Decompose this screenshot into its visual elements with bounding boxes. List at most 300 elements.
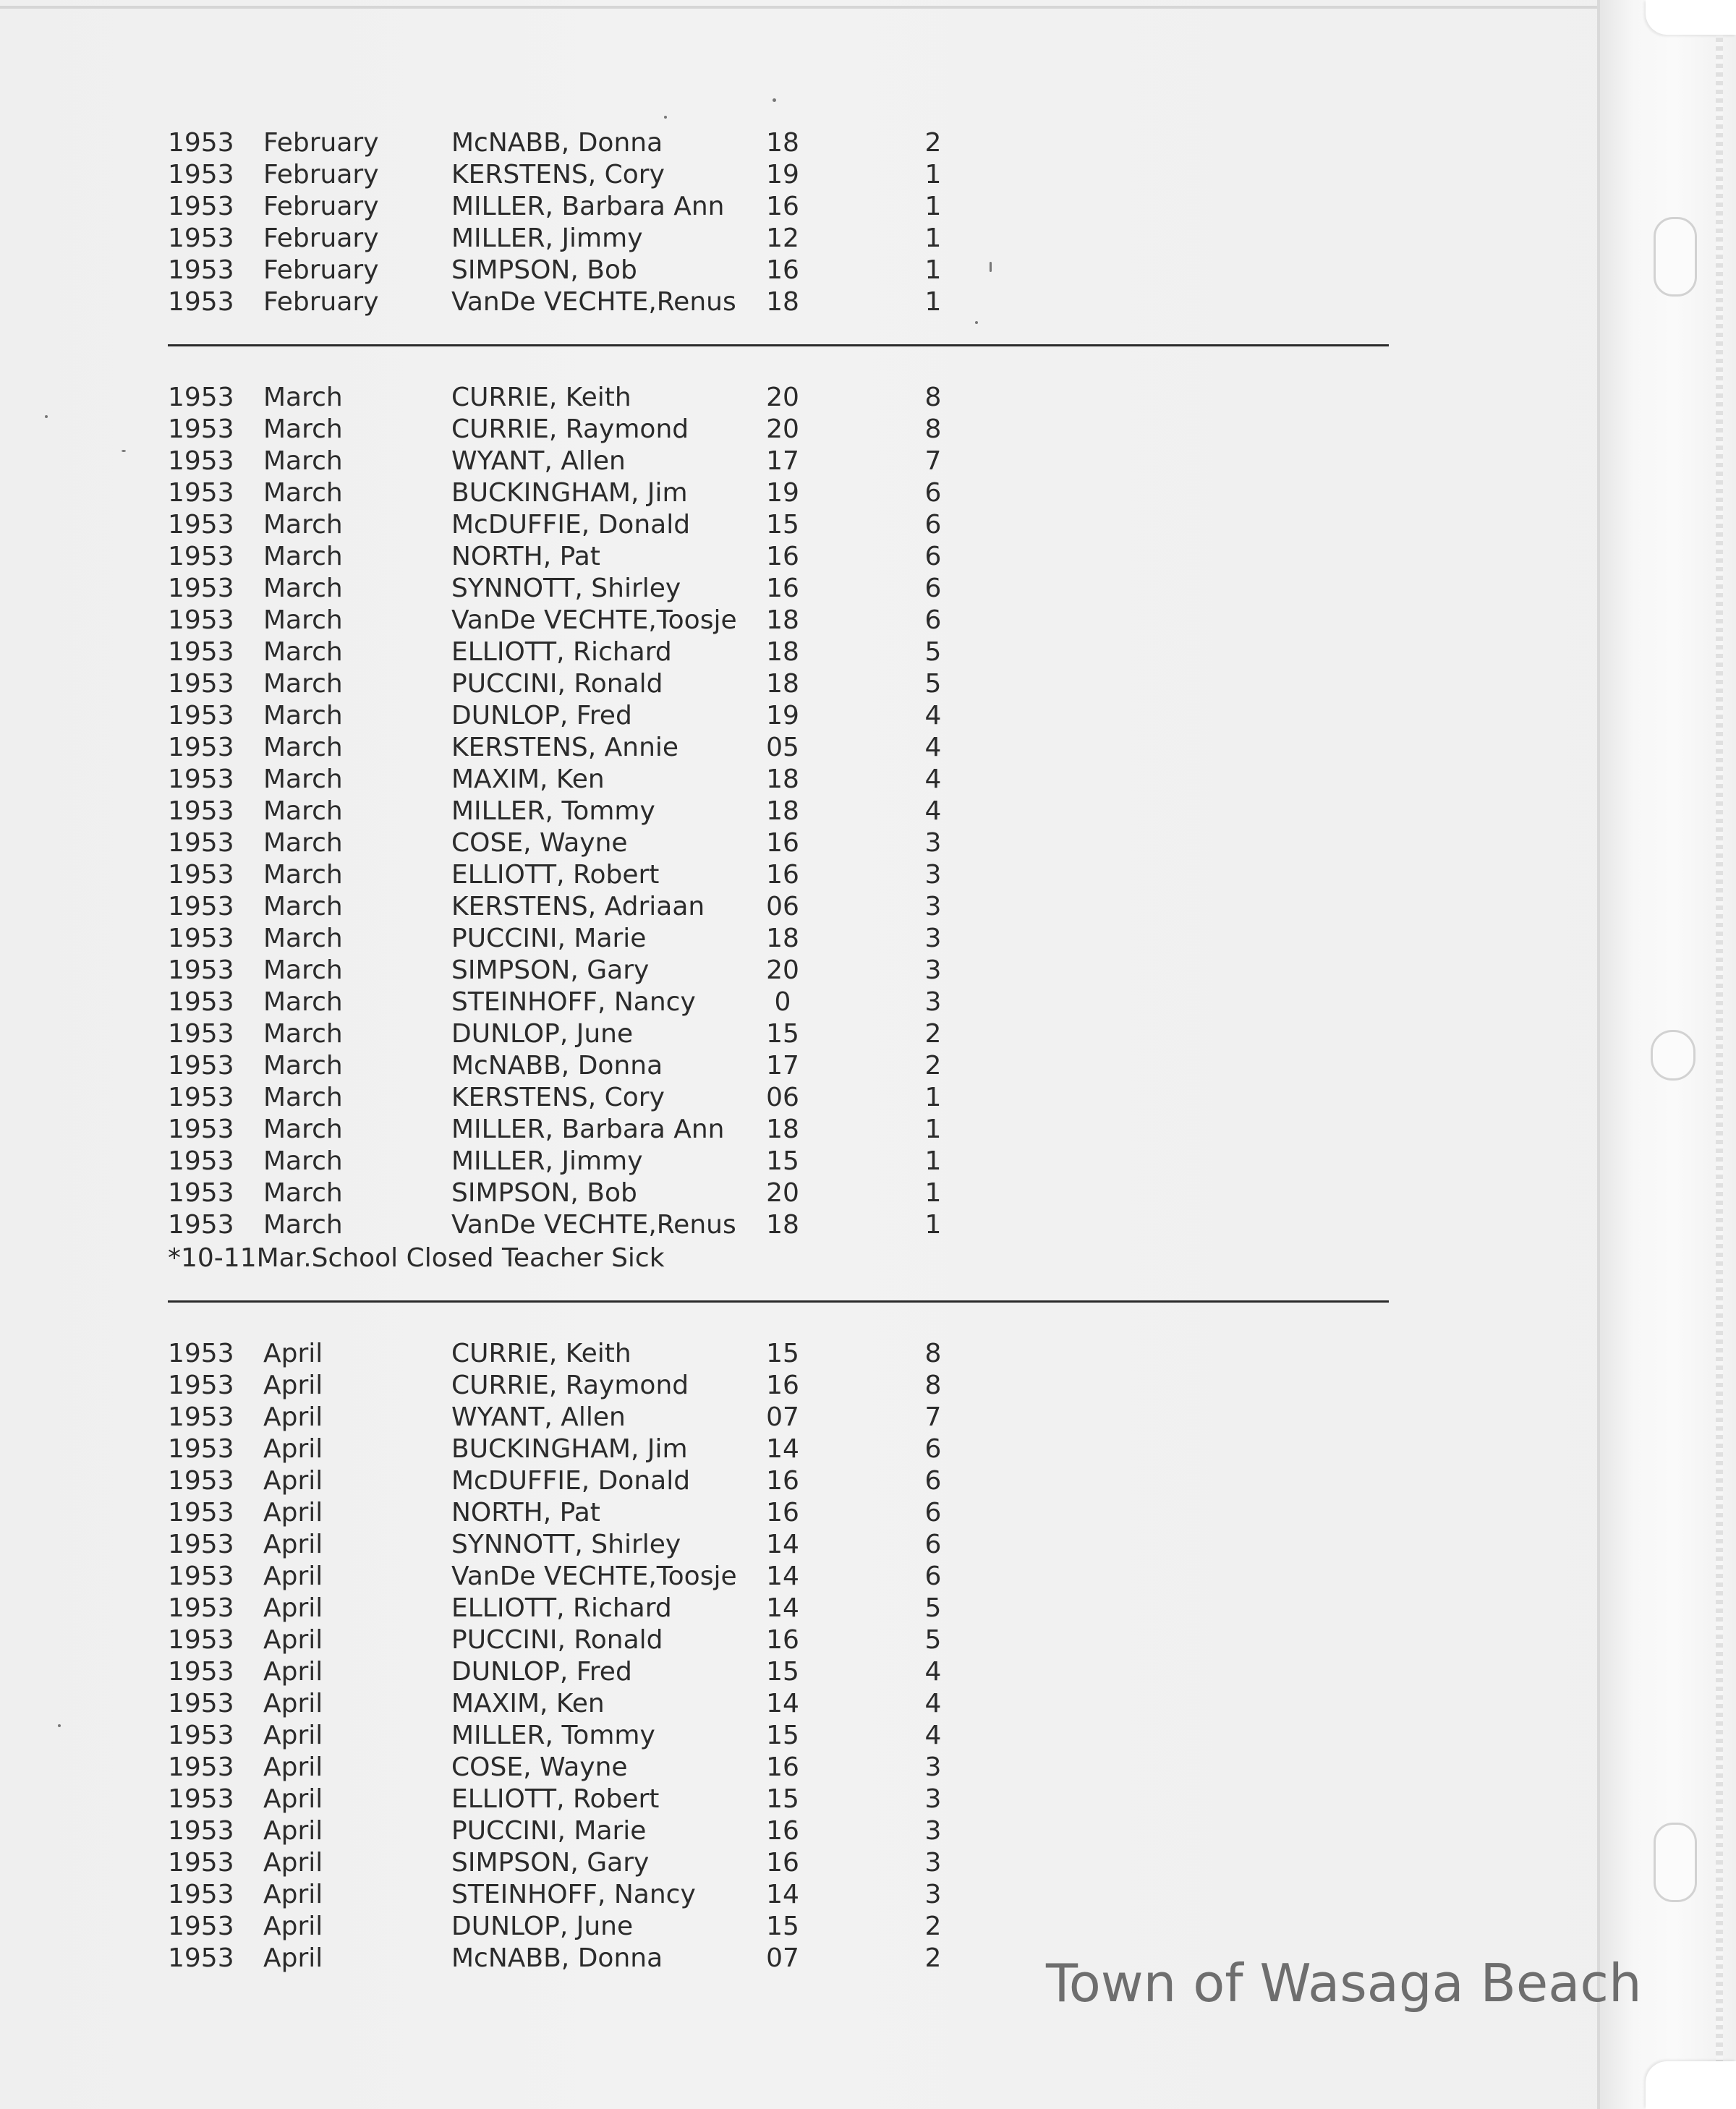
record-grade: 3: [924, 955, 942, 985]
record-year: 1953: [168, 1371, 234, 1400]
record-month: April: [263, 1434, 323, 1464]
record-row: [0, 509, 1013, 541]
record-name: ELLIOTT, Robert: [451, 860, 660, 890]
record-days: 06: [766, 1083, 799, 1112]
record-month: March: [263, 542, 343, 571]
record-name: KERSTENS, Annie: [451, 733, 679, 762]
record-month: April: [263, 1593, 323, 1623]
record-row: [0, 796, 1013, 827]
record-days: 14: [766, 1880, 799, 1909]
record-year: 1953: [168, 510, 234, 540]
record-year: 1953: [168, 287, 234, 317]
record-grade: 1: [924, 1178, 942, 1208]
record-row: [0, 1688, 1013, 1720]
record-grade: 1: [924, 1146, 942, 1176]
record-row: [0, 159, 1013, 191]
record-month: March: [263, 1146, 343, 1176]
record-grade: 4: [924, 1689, 942, 1718]
record-name: STEINHOFF, Nancy: [451, 987, 696, 1017]
record-row: [0, 1624, 1013, 1656]
record-row: [0, 191, 1013, 223]
record-grade: 5: [924, 669, 942, 699]
record-row: [0, 668, 1013, 700]
sheet-top-edge: [0, 6, 1602, 9]
record-grade: 4: [924, 733, 942, 762]
record-name: McNABB, Donna: [451, 1051, 663, 1081]
record-month: March: [263, 733, 343, 762]
record-year: 1953: [168, 1434, 234, 1464]
record-grade: 2: [924, 1943, 942, 1973]
record-name: MILLER, Barbara Ann: [451, 1115, 725, 1144]
record-month: March: [263, 1083, 343, 1112]
record-year: 1953: [168, 860, 234, 890]
record-days: 15: [766, 1339, 799, 1368]
binder-hole-bottom: [1654, 1823, 1697, 1902]
record-name: SIMPSON, Gary: [451, 1848, 650, 1878]
record-days: 14: [766, 1689, 799, 1718]
record-row: [0, 382, 1013, 414]
record-row: [0, 286, 1013, 318]
record-grade: 4: [924, 701, 942, 730]
record-grade: 3: [924, 1784, 942, 1814]
record-year: 1953: [168, 128, 234, 158]
record-month: March: [263, 414, 343, 444]
record-days: 18: [766, 924, 799, 953]
record-month: April: [263, 1402, 323, 1432]
record-name: VanDe VECHTE,Toosje: [451, 1561, 737, 1591]
record-row: [0, 1561, 1013, 1593]
record-grade: 6: [924, 1466, 942, 1496]
record-grade: 6: [924, 1561, 942, 1591]
record-month: March: [263, 1051, 343, 1081]
record-name: BUCKINGHAM, Jim: [451, 478, 688, 508]
record-grade: 8: [924, 414, 942, 444]
record-year: 1953: [168, 1880, 234, 1909]
record-month: February: [263, 192, 379, 221]
record-days: 15: [766, 1657, 799, 1687]
section-divider-2: [168, 1300, 1389, 1303]
record-name: DUNLOP, Fred: [451, 701, 632, 730]
record-grade: 6: [924, 605, 942, 635]
record-month: April: [263, 1784, 323, 1814]
record-days: 16: [766, 860, 799, 890]
record-days: 14: [766, 1434, 799, 1464]
record-days: 16: [766, 255, 799, 285]
record-grade: 3: [924, 1752, 942, 1782]
record-name: SIMPSON, Gary: [451, 955, 650, 985]
record-month: April: [263, 1657, 323, 1687]
scan-speck: [45, 415, 48, 418]
record-grade: 3: [924, 987, 942, 1017]
record-grade: 1: [924, 255, 942, 285]
record-grade: 1: [924, 1210, 942, 1240]
record-days: 15: [766, 1912, 799, 1941]
record-month: March: [263, 510, 343, 540]
record-year: 1953: [168, 987, 234, 1017]
record-year: 1953: [168, 1593, 234, 1623]
record-grade: 1: [924, 287, 942, 317]
record-year: 1953: [168, 1689, 234, 1718]
record-name: COSE, Wayne: [451, 828, 628, 858]
record-row: [0, 1593, 1013, 1624]
record-month: March: [263, 478, 343, 508]
record-row: [0, 127, 1013, 159]
record-row: [0, 1050, 1013, 1082]
record-grade: 7: [924, 1402, 942, 1432]
record-days: 18: [766, 1210, 799, 1240]
record-days: 16: [766, 828, 799, 858]
record-days: 18: [766, 287, 799, 317]
record-name: DUNLOP, June: [451, 1019, 634, 1049]
record-month: March: [263, 605, 343, 635]
record-row: [0, 1114, 1013, 1146]
record-year: 1953: [168, 223, 234, 253]
record-grade: 8: [924, 383, 942, 412]
record-grade: 4: [924, 1657, 942, 1687]
record-grade: 3: [924, 924, 942, 953]
record-year: 1953: [168, 669, 234, 699]
record-year: 1953: [168, 1657, 234, 1687]
record-days: 15: [766, 510, 799, 540]
record-days: 18: [766, 605, 799, 635]
record-year: 1953: [168, 574, 234, 603]
record-name: MILLER, Tommy: [451, 796, 655, 826]
record-grade: 2: [924, 1051, 942, 1081]
record-year: 1953: [168, 1816, 234, 1846]
record-row: [0, 636, 1013, 668]
record-year: 1953: [168, 1115, 234, 1144]
binder-hole-top: [1654, 217, 1697, 297]
record-grade: 5: [924, 637, 942, 667]
record-row: [0, 446, 1013, 477]
record-grade: 3: [924, 1816, 942, 1846]
record-row: [0, 1338, 1013, 1370]
record-name: McDUFFIE, Donald: [451, 1466, 691, 1496]
record-name: PUCCINI, Ronald: [451, 1625, 663, 1655]
record-grade: 6: [924, 478, 942, 508]
record-year: 1953: [168, 796, 234, 826]
record-row: [0, 1433, 1013, 1465]
record-row: [0, 700, 1013, 732]
record-days: 15: [766, 1019, 799, 1049]
record-year: 1953: [168, 924, 234, 953]
record-days: 19: [766, 478, 799, 508]
record-month: April: [263, 1371, 323, 1400]
record-name: ELLIOTT, Robert: [451, 1784, 660, 1814]
record-days: 18: [766, 128, 799, 158]
record-year: 1953: [168, 1561, 234, 1591]
record-name: CURRIE, Keith: [451, 1339, 631, 1368]
record-name: VanDe VECHTE,Toosje: [451, 605, 737, 635]
record-year: 1953: [168, 1210, 234, 1240]
record-name: ELLIOTT, Richard: [451, 1593, 672, 1623]
record-year: 1953: [168, 1912, 234, 1941]
record-year: 1953: [168, 1339, 234, 1368]
sheet-protector-bottom-notch: [1646, 2061, 1736, 2109]
record-name: MAXIM, Ken: [451, 764, 605, 794]
record-row: [0, 1911, 1013, 1943]
record-month: March: [263, 987, 343, 1017]
record-name: KERSTENS, Cory: [451, 160, 665, 189]
record-year: 1953: [168, 255, 234, 285]
record-row: [0, 1465, 1013, 1497]
record-days: 18: [766, 796, 799, 826]
record-row: [0, 605, 1013, 636]
scan-speck: [990, 262, 992, 272]
record-year: 1953: [168, 1721, 234, 1750]
record-month: March: [263, 383, 343, 412]
record-days: 16: [766, 1466, 799, 1496]
record-grade: 6: [924, 574, 942, 603]
record-year: 1953: [168, 160, 234, 189]
sheet-protector-seam: [1716, 29, 1723, 2083]
record-month: March: [263, 764, 343, 794]
record-month: April: [263, 1721, 323, 1750]
record-row: [0, 255, 1013, 286]
record-year: 1953: [168, 637, 234, 667]
record-month: March: [263, 955, 343, 985]
record-name: MILLER, Barbara Ann: [451, 192, 725, 221]
record-year: 1953: [168, 764, 234, 794]
record-name: COSE, Wayne: [451, 1752, 628, 1782]
record-month: March: [263, 701, 343, 730]
record-grade: 3: [924, 892, 942, 921]
record-days: 19: [766, 701, 799, 730]
record-month: March: [263, 860, 343, 890]
record-days: 20: [766, 414, 799, 444]
record-days: 07: [766, 1943, 799, 1973]
record-days: 18: [766, 637, 799, 667]
record-row: [0, 987, 1013, 1018]
record-name: McNABB, Donna: [451, 128, 663, 158]
record-month: March: [263, 892, 343, 921]
record-grade: 4: [924, 1721, 942, 1750]
record-year: 1953: [168, 892, 234, 921]
record-month: February: [263, 223, 379, 253]
record-month: March: [263, 1178, 343, 1208]
record-year: 1953: [168, 1752, 234, 1782]
record-days: 0: [774, 987, 791, 1017]
record-year: 1953: [168, 414, 234, 444]
record-year: 1953: [168, 542, 234, 571]
record-row: [0, 1497, 1013, 1529]
record-month: April: [263, 1848, 323, 1878]
record-grade: 2: [924, 1912, 942, 1941]
record-year: 1953: [168, 383, 234, 412]
record-month: April: [263, 1530, 323, 1559]
record-row: [0, 1879, 1013, 1911]
record-days: 18: [766, 669, 799, 699]
record-month: April: [263, 1943, 323, 1973]
sheet-protector-top-notch: [1646, 0, 1736, 35]
record-year: 1953: [168, 1784, 234, 1814]
record-row: [0, 1177, 1013, 1209]
record-days: 20: [766, 955, 799, 985]
record-grade: 3: [924, 828, 942, 858]
record-name: WYANT, Allen: [451, 1402, 626, 1432]
record-row: [0, 859, 1013, 891]
scan-speck: [58, 1724, 61, 1727]
record-month: March: [263, 669, 343, 699]
record-year: 1953: [168, 1530, 234, 1559]
record-grade: 1: [924, 160, 942, 189]
record-row: [0, 1402, 1013, 1433]
record-grade: 6: [924, 542, 942, 571]
record-grade: 2: [924, 1019, 942, 1049]
record-year: 1953: [168, 478, 234, 508]
record-grade: 6: [924, 1530, 942, 1559]
record-year: 1953: [168, 1848, 234, 1878]
record-days: 12: [766, 223, 799, 253]
record-name: MILLER, Tommy: [451, 1721, 655, 1750]
scan-speck: [975, 321, 978, 324]
record-month: March: [263, 446, 343, 476]
record-days: 16: [766, 1848, 799, 1878]
record-month: April: [263, 1912, 323, 1941]
record-name: McDUFFIE, Donald: [451, 510, 691, 540]
record-days: 05: [766, 733, 799, 762]
record-days: 15: [766, 1146, 799, 1176]
record-days: 16: [766, 1752, 799, 1782]
record-days: 07: [766, 1402, 799, 1432]
record-row: [0, 573, 1013, 605]
record-grade: 5: [924, 1593, 942, 1623]
record-name: MAXIM, Ken: [451, 1689, 605, 1718]
town-watermark: Town of Wasaga Beach: [1046, 1953, 1642, 2014]
record-grade: 5: [924, 1625, 942, 1655]
record-row: [0, 923, 1013, 955]
record-row: [0, 827, 1013, 859]
record-name: SYNNOTT, Shirley: [451, 1530, 681, 1559]
section-divider-1: [168, 344, 1389, 346]
scan-speck: [122, 450, 126, 452]
record-row: [0, 1018, 1013, 1050]
record-year: 1953: [168, 1466, 234, 1496]
record-name: CURRIE, Raymond: [451, 414, 689, 444]
record-month: April: [263, 1816, 323, 1846]
record-name: MILLER, Jimmy: [451, 1146, 643, 1176]
record-year: 1953: [168, 1146, 234, 1176]
record-year: 1953: [168, 1083, 234, 1112]
record-name: BUCKINGHAM, Jim: [451, 1434, 688, 1464]
record-row: [0, 1370, 1013, 1402]
record-row: [0, 1847, 1013, 1879]
record-days: 16: [766, 1371, 799, 1400]
record-month: April: [263, 1625, 323, 1655]
record-grade: 6: [924, 1434, 942, 1464]
record-grade: 1: [924, 1115, 942, 1144]
record-name: PUCCINI, Marie: [451, 924, 647, 953]
record-grade: 3: [924, 860, 942, 890]
record-month: April: [263, 1561, 323, 1591]
record-days: 15: [766, 1721, 799, 1750]
record-days: 16: [766, 574, 799, 603]
record-grade: 2: [924, 128, 942, 158]
record-name: DUNLOP, Fred: [451, 1657, 632, 1687]
record-name: ELLIOTT, Richard: [451, 637, 672, 667]
record-days: 17: [766, 446, 799, 476]
record-row: [0, 477, 1013, 509]
record-name: KERSTENS, Cory: [451, 1083, 665, 1112]
record-month: April: [263, 1498, 323, 1528]
record-grade: 3: [924, 1848, 942, 1878]
record-name: VanDe VECHTE,Renus: [451, 1210, 736, 1240]
record-year: 1953: [168, 733, 234, 762]
record-row: [0, 414, 1013, 446]
record-month: March: [263, 828, 343, 858]
record-grade: 4: [924, 796, 942, 826]
record-name: NORTH, Pat: [451, 1498, 600, 1528]
record-year: 1953: [168, 192, 234, 221]
record-grade: 1: [924, 1083, 942, 1112]
record-month: February: [263, 160, 379, 189]
record-days: 16: [766, 192, 799, 221]
record-year: 1953: [168, 1498, 234, 1528]
record-name: McNABB, Donna: [451, 1943, 663, 1973]
record-days: 06: [766, 892, 799, 921]
binder-hole-middle: [1651, 1030, 1695, 1081]
record-month: April: [263, 1880, 323, 1909]
record-days: 20: [766, 1178, 799, 1208]
record-row: [0, 891, 1013, 923]
record-days: 17: [766, 1051, 799, 1081]
record-grade: 6: [924, 510, 942, 540]
record-name: CURRIE, Raymond: [451, 1371, 689, 1400]
record-name: PUCCINI, Ronald: [451, 669, 663, 699]
record-row: [0, 223, 1013, 255]
record-name: VanDe VECHTE,Renus: [451, 287, 736, 317]
record-row: [0, 1943, 1013, 1974]
record-days: 16: [766, 1816, 799, 1846]
record-year: 1953: [168, 1051, 234, 1081]
record-row: [0, 541, 1013, 573]
record-row: [0, 1752, 1013, 1784]
record-grade: 8: [924, 1339, 942, 1368]
record-year: 1953: [168, 1943, 234, 1973]
record-month: March: [263, 1019, 343, 1049]
record-row: [0, 764, 1013, 796]
record-year: 1953: [168, 1019, 234, 1049]
closure-note: *10-11Mar.School Closed Teacher Sick: [168, 1243, 665, 1273]
record-row: [0, 1529, 1013, 1561]
record-row: [0, 1146, 1013, 1177]
record-name: NORTH, Pat: [451, 542, 600, 571]
record-row: [0, 1784, 1013, 1815]
record-month: March: [263, 574, 343, 603]
record-name: PUCCINI, Marie: [451, 1816, 647, 1846]
record-row: [0, 1656, 1013, 1688]
record-name: DUNLOP, June: [451, 1912, 634, 1941]
record-row: [0, 1209, 1013, 1241]
record-days: 15: [766, 1784, 799, 1814]
record-days: 16: [766, 542, 799, 571]
record-year: 1953: [168, 955, 234, 985]
record-name: SIMPSON, Bob: [451, 1178, 637, 1208]
record-name: MILLER, Jimmy: [451, 223, 643, 253]
record-year: 1953: [168, 1178, 234, 1208]
record-grade: 1: [924, 192, 942, 221]
record-name: WYANT, Allen: [451, 446, 626, 476]
record-year: 1953: [168, 1625, 234, 1655]
record-days: 19: [766, 160, 799, 189]
record-days: 20: [766, 383, 799, 412]
record-days: 16: [766, 1498, 799, 1528]
record-grade: 1: [924, 223, 942, 253]
record-grade: 7: [924, 446, 942, 476]
record-grade: 8: [924, 1371, 942, 1400]
record-row: [0, 1720, 1013, 1752]
record-grade: 4: [924, 764, 942, 794]
